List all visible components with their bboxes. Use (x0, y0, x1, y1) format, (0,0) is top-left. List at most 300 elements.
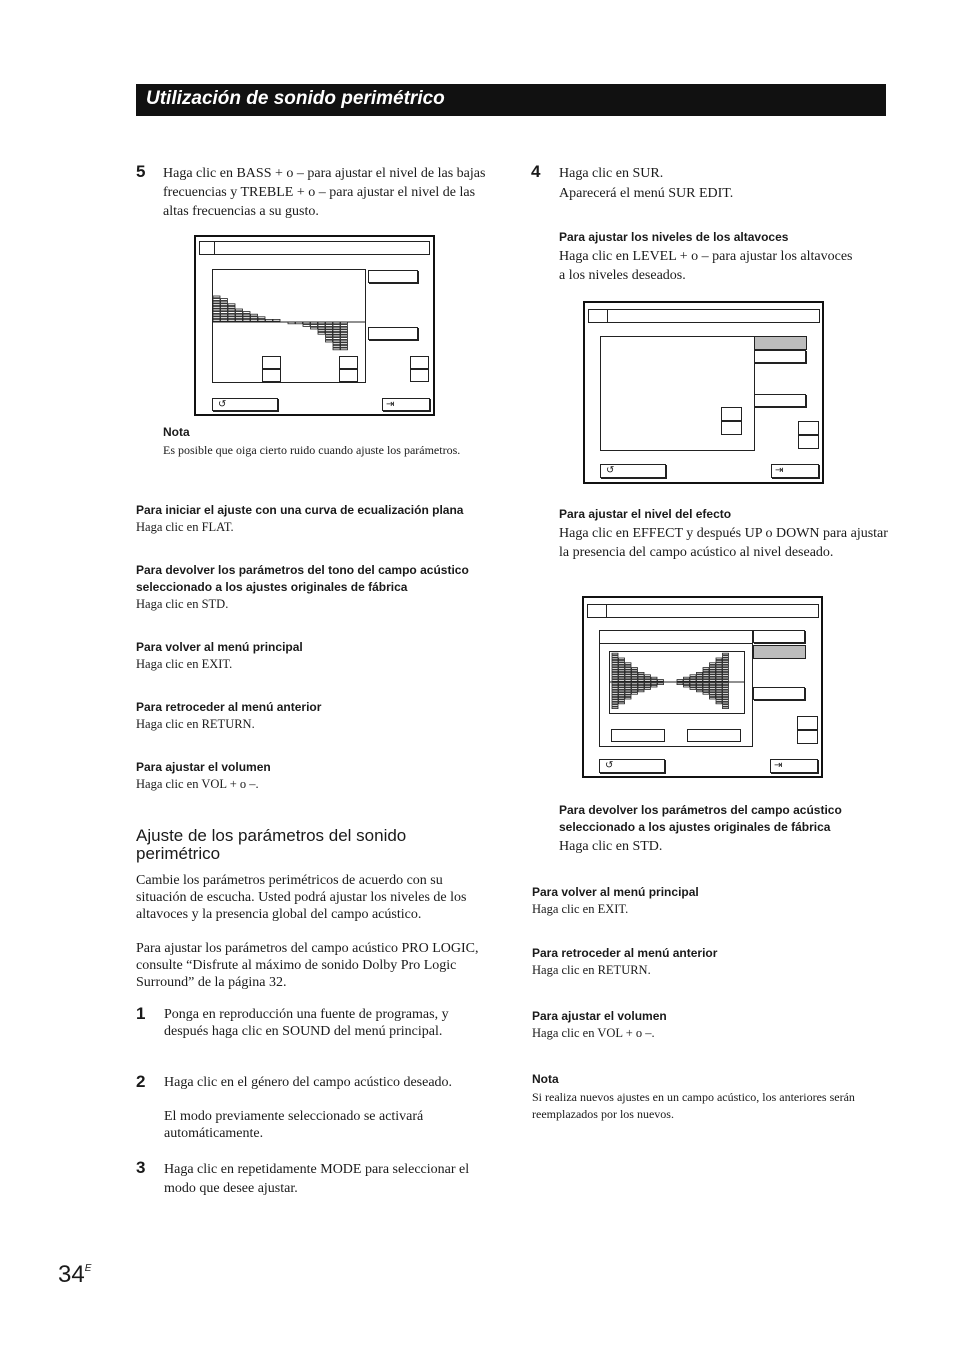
eq-bar-segment (697, 685, 703, 687)
eq-bar-segment (612, 693, 618, 695)
return-icon: ↺ (218, 399, 227, 410)
eq-bar-segment (723, 695, 729, 697)
eq-bar-segment (612, 670, 618, 672)
eq-bar-segment (710, 675, 716, 677)
eq-bar-segment (221, 306, 228, 308)
eq-bar-segment (716, 702, 722, 704)
eq-bar-segment (213, 304, 220, 306)
left-item-text: Haga clic en EXIT. (136, 657, 233, 671)
exit-button[interactable] (771, 464, 819, 478)
eq-bar-segment (638, 690, 644, 692)
eq-bar-segment (703, 688, 709, 690)
eq-bar-segment (625, 697, 631, 699)
exit-button[interactable] (382, 398, 430, 411)
eq-bar-segment (341, 335, 348, 337)
eq-bar-segment (326, 340, 333, 342)
eq-mid-button[interactable] (368, 327, 418, 340)
eq-bar-segment (243, 317, 250, 319)
eq-bar-segment (296, 322, 303, 324)
left-item-heading: Para iniciar el ajuste con una curva de ecualización plana (136, 503, 464, 517)
return-button[interactable] (599, 759, 665, 773)
eq-bar-segment (612, 660, 618, 662)
eq-bar-segment (638, 685, 644, 687)
eq-bar-segment (333, 348, 340, 350)
eq-bar-segment (341, 348, 348, 350)
bass-minus-button[interactable] (262, 369, 281, 382)
eq-bar-segment (716, 660, 722, 662)
eq-bar-segment (703, 680, 709, 682)
eq-bar-segment (716, 670, 722, 672)
left-item-heading: Para retroceder al menú anterior (136, 700, 322, 714)
eq-bar-segment (625, 690, 631, 692)
eq-bar-segment (684, 683, 690, 685)
vol-minus-button[interactable] (798, 435, 819, 449)
effect-up-button[interactable] (687, 729, 741, 742)
eq-bar-segment (619, 697, 625, 699)
left-item-heading: Para volver al menú principal (136, 640, 303, 654)
eq-bar-segment (333, 332, 340, 334)
eq-bar-segment (625, 672, 631, 674)
eq-bar-segment (625, 688, 631, 690)
eq-bar-segment (703, 693, 709, 695)
level-tab-button[interactable] (754, 336, 807, 350)
exit-button[interactable] (770, 759, 818, 773)
nota-2-title: Nota (532, 1072, 559, 1086)
eq-bar-segment (333, 335, 340, 337)
section-paragraph-1: Cambie los parámetros perimétricos de acuerdo con su situación de escucha. Usted podrá ajustar los niveles de los altavoces y la presencia global del campo acústico. (136, 873, 467, 922)
eq-bar-segment (710, 663, 716, 665)
eq-bar-segment (723, 683, 729, 685)
eq-bar-segment (632, 672, 638, 674)
eq-bar-segment (619, 688, 625, 690)
eq-bar-segment (341, 327, 348, 329)
eq-bar-segment (288, 322, 295, 324)
eq-bar-segment (243, 312, 250, 314)
effect-heading: Para ajustar el nivel del efecto (559, 507, 732, 521)
eq-bar-segment (632, 677, 638, 679)
eq-bar-segment (221, 299, 228, 301)
eq-bar-segment (697, 675, 703, 677)
eq-bar-segment (723, 675, 729, 677)
eq-bar-segment (221, 319, 228, 321)
sur-edit-screen (583, 301, 824, 484)
eq-bar-segment (326, 332, 333, 334)
eq-bar-segment (723, 685, 729, 687)
eq-bar-segment (658, 683, 664, 685)
eq-bar-segment (612, 695, 618, 697)
eq-bar-segment (723, 665, 729, 667)
eq-bar-segment (228, 317, 235, 319)
right-item-heading: Para retroceder al menú anterior (532, 946, 718, 960)
eq-bar-segment (326, 327, 333, 329)
nota-1-text: Es posible que oiga cierto ruido cuando ajuste los parámetros. (163, 443, 461, 457)
eq-bar-segment (311, 322, 318, 324)
eq-bar-segment (710, 665, 716, 667)
eq-bar-segment (638, 677, 644, 679)
eq-bar-segment (213, 301, 220, 303)
right-item (532, 1008, 892, 1071)
right-item (532, 884, 892, 945)
eq-bar-segment (619, 670, 625, 672)
eq-bar-segment (619, 700, 625, 702)
eq-bar-segment (632, 670, 638, 672)
eq-bar-segment (236, 312, 243, 314)
eq-bar-segment (612, 653, 618, 655)
effect-tab-button[interactable] (754, 350, 806, 363)
eq-bar-segment (710, 677, 716, 679)
left-item-text: Haga clic en FLAT. (136, 520, 234, 534)
vol-plus-button[interactable] (797, 716, 818, 730)
eq-bar-segment (619, 695, 625, 697)
left-item-text: Haga clic en VOL + o –. (136, 777, 259, 791)
eq-bar-segment (251, 319, 258, 321)
eq-bar-segment (619, 685, 625, 687)
effect-screen (582, 596, 823, 778)
treble-plus-button[interactable] (339, 356, 358, 369)
eq-bar-segment (228, 314, 235, 316)
eq-bar-segment (625, 683, 631, 685)
level-tab-button[interactable] (753, 630, 805, 643)
level-minus-button[interactable] (721, 421, 742, 435)
right-item-text: Haga clic en EXIT. (532, 902, 629, 916)
left-item (136, 562, 496, 639)
eq-bar-segment (651, 677, 657, 679)
vol-minus-button[interactable] (797, 730, 818, 744)
eq-bar-segment (703, 668, 709, 670)
eq-bar-segment (645, 675, 651, 677)
effect-tab-button[interactable] (753, 645, 806, 659)
eq-bar-segment (697, 688, 703, 690)
eq-bar-segment (318, 325, 325, 327)
eq-bar-segment (703, 690, 709, 692)
eq-bar-segment (703, 675, 709, 677)
eq-bar-segment (716, 663, 722, 665)
eq-bar-segment (710, 672, 716, 674)
eq-bar-segment (318, 330, 325, 332)
treble-minus-button[interactable] (339, 369, 358, 382)
vol-plus-button[interactable] (410, 356, 429, 369)
eq-bar-segment (612, 700, 618, 702)
eq-bar-segment (236, 314, 243, 316)
eq-bar-segment (625, 693, 631, 695)
eq-bar-segment (632, 683, 638, 685)
std-button[interactable] (753, 687, 805, 700)
eq-bar-segment (619, 668, 625, 670)
step-3-number: 3 (136, 1158, 146, 1177)
eq-bar-segment (243, 314, 250, 316)
page-number-value: 34 (58, 1261, 85, 1288)
eq-bar-segment (619, 683, 625, 685)
eq-bar-segment (333, 325, 340, 327)
left-item-heading: Para devolver los parámetros del tono del campo acústico seleccionado a los ajustes originales de fábrica (136, 563, 469, 594)
left-item (136, 759, 496, 799)
right-items (532, 884, 892, 1071)
eq-bar-segment (341, 343, 348, 345)
eq-bar-segment (638, 688, 644, 690)
eq-bar-segment (723, 663, 729, 665)
eq-bar-segment (697, 677, 703, 679)
exit-icon: ⇥ (775, 465, 784, 476)
eq-bar-segment (228, 306, 235, 308)
eq-bar-segment (625, 675, 631, 677)
eq-bar-segment (703, 670, 709, 672)
eq-bar-segment (651, 683, 657, 685)
eq-bar-segment (625, 695, 631, 697)
eq-bar-segment (690, 688, 696, 690)
levels-heading: Para ajustar los niveles de los altavoces (559, 230, 789, 244)
eq-bar-segment (612, 672, 618, 674)
eq-bar-segment (311, 327, 318, 329)
screen-title-bar (588, 309, 820, 323)
eq-bar-segment (723, 658, 729, 660)
left-item (136, 502, 496, 562)
eq-bar-segment (723, 668, 729, 670)
eq-bar-segment (333, 340, 340, 342)
right-item-heading: Para volver al menú principal (532, 885, 699, 899)
eq-bar-segment (619, 677, 625, 679)
eq-bar-segment (625, 680, 631, 682)
eq-bar-segment (625, 663, 631, 665)
eq-bar-segment (318, 322, 325, 324)
eq-bar-segment (236, 319, 243, 321)
left-item-text: Haga clic en RETURN. (136, 717, 255, 731)
eq-bar-segment (632, 675, 638, 677)
nota-2-text: Si realiza nuevos ajustes en un campo acústico, los anteriores serán reemplazados por los nuevos. (532, 1090, 855, 1121)
eq-bar-segment (632, 690, 638, 692)
level-plus-button[interactable] (721, 407, 742, 421)
effect-area (599, 630, 753, 747)
step-4-line-2: Aparecerá el menú SUR EDIT. (559, 186, 734, 201)
eq-bar-segment (638, 680, 644, 682)
eq-bar-segment (697, 683, 703, 685)
eq-bar-segment (326, 330, 333, 332)
eq-bar-segment (638, 672, 644, 674)
eq-bar-segment (612, 697, 618, 699)
effect-text: Haga clic en EFFECT y después UP o DOWN para ajustar la presencia del campo acústico al nivel deseado. (559, 526, 888, 560)
eq-bar-segment (625, 677, 631, 679)
eq-bar-segment (723, 707, 729, 709)
screen-title-bar (199, 241, 430, 255)
nota-1-title: Nota (163, 425, 190, 439)
eq-bar-segment (658, 680, 664, 682)
eq-bar-segment (619, 672, 625, 674)
eq-bar-segment (684, 685, 690, 687)
page-number-suffix: E (84, 1263, 92, 1274)
eq-bar-segment (723, 670, 729, 672)
page-title: Utilización de sonido perimétrico (146, 88, 445, 109)
eq-bar-segment (619, 693, 625, 695)
eq-bar-segment (684, 680, 690, 682)
left-item-text: Haga clic en STD. (136, 597, 229, 611)
eq-bar-segment (228, 304, 235, 306)
eq-bar-segment (619, 675, 625, 677)
eq-bar-segment (632, 685, 638, 687)
eq-bar-segment (228, 312, 235, 314)
eq-bar-segment (236, 317, 243, 319)
eq-bar-segment (303, 325, 310, 327)
eq-bar-segment (690, 685, 696, 687)
eq-bar-segment (638, 675, 644, 677)
eq-bar-segment (716, 697, 722, 699)
eq-bar-segment (625, 685, 631, 687)
eq-bar-segment (645, 680, 651, 682)
eq-bar-segment (710, 697, 716, 699)
eq-bar-segment (716, 677, 722, 679)
eq-bar-segment (221, 304, 228, 306)
vol-plus-button[interactable] (798, 421, 819, 435)
eq-bar-segment (341, 345, 348, 347)
step-2-number: 2 (136, 1072, 146, 1091)
eq-bar-segment (710, 680, 716, 682)
eq-bar-segment (645, 677, 651, 679)
eq-bar-segment (723, 672, 729, 674)
eq-bar-segment (341, 322, 348, 324)
eq-bar-segment (716, 665, 722, 667)
screen-title-bar (587, 604, 819, 618)
effect-curve-graphic (610, 652, 744, 713)
header-bar (136, 84, 886, 116)
levels-text: Haga clic en LEVEL + o – para ajustar los altavoces a los niveles deseados. (559, 249, 853, 283)
eq-bar-segment (723, 653, 729, 655)
eq-bar-segment (341, 330, 348, 332)
vol-minus-button[interactable] (410, 369, 429, 382)
eq-bar-segment (619, 658, 625, 660)
eq-bar-segment (228, 309, 235, 311)
eq-bar-segment (612, 658, 618, 660)
right-item-text: Haga clic en VOL + o –. (532, 1026, 655, 1040)
eq-bar-segment (619, 680, 625, 682)
eq-bar-segment (326, 322, 333, 324)
eq-bar-segment (612, 683, 618, 685)
eq-bar-segment (213, 317, 220, 319)
step-2-text-b: El modo previamente seleccionado se activará automáticamente. (164, 1109, 424, 1141)
eq-bar-segment (710, 685, 716, 687)
eq-bar-segment (266, 319, 273, 321)
eq-bar-segment (612, 663, 618, 665)
eq-bar-segment (716, 680, 722, 682)
eq-bar-segment (716, 695, 722, 697)
eq-bar-segment (311, 325, 318, 327)
eq-bar-segment (236, 309, 243, 311)
eq-bar-segment (697, 672, 703, 674)
std-text: Haga clic en STD. (559, 839, 663, 854)
effect-graph (609, 651, 745, 714)
eq-bar-segment (645, 683, 651, 685)
eq-bar-segment (213, 306, 220, 308)
eq-bar-segment (677, 680, 683, 682)
return-button[interactable] (600, 464, 666, 478)
eq-bar-segment (612, 688, 618, 690)
eq-bar-segment (619, 660, 625, 662)
eq-bar-segment (612, 677, 618, 679)
eq-bar-segment (716, 700, 722, 702)
eq-bar-segment (333, 338, 340, 340)
eq-bar-segment (632, 668, 638, 670)
eq-bar-segment (625, 668, 631, 670)
eq-bar-segment (716, 675, 722, 677)
eq-bar-segment (213, 319, 220, 321)
eq-bar-segment (723, 656, 729, 658)
eq-top-button[interactable] (368, 270, 418, 283)
eq-bar-segment (221, 312, 228, 314)
page-number (58, 1261, 91, 1289)
eq-bar-segment (619, 663, 625, 665)
eq-bar-segment (716, 683, 722, 685)
eq-bar-segment (258, 317, 265, 319)
section-paragraph-2: Para ajustar los parámetros del campo acústico PRO LOGIC, consulte “Disfrute al máximo de sonido Dolby Pro Logic Surround” de la página 32. (136, 941, 479, 990)
eq-bar-segment (716, 672, 722, 674)
eq-bar-segment (690, 680, 696, 682)
eq-bar-segment (645, 685, 651, 687)
eq-bar-segment (221, 314, 228, 316)
eq-bar-segment (645, 688, 651, 690)
std-heading: Para devolver los parámetros del campo acústico seleccionado a los ajustes originales de fábrica (559, 803, 842, 834)
eq-bar-segment (612, 707, 618, 709)
eq-bar-segment (632, 680, 638, 682)
eq-bar-segment (684, 677, 690, 679)
eq-bar-segment (303, 322, 310, 324)
return-icon: ↺ (606, 465, 615, 476)
eq-bar-segment (625, 665, 631, 667)
eq-bar-segment (612, 702, 618, 704)
eq-bar-segment (333, 327, 340, 329)
eq-bar-segment (677, 683, 683, 685)
eq-bar-segment (251, 314, 258, 316)
eq-bar-segment (612, 705, 618, 707)
eq-bar-segment (716, 668, 722, 670)
eq-bar-segment (697, 680, 703, 682)
eq-bar-segment (716, 693, 722, 695)
eq-bar-segment (341, 325, 348, 327)
return-button[interactable] (212, 398, 278, 411)
eq-bar-segment (710, 670, 716, 672)
eq-bar-segment (690, 675, 696, 677)
eq-bar-segment (716, 690, 722, 692)
eq-bar-segment (318, 332, 325, 334)
step-2-text: Haga clic en el género del campo acústico deseado. (164, 1075, 453, 1090)
eq-bar-segment (710, 693, 716, 695)
eq-bar-segment (619, 665, 625, 667)
eq-bar-segment (612, 685, 618, 687)
eq-bar-segment (221, 301, 228, 303)
bass-plus-button[interactable] (262, 356, 281, 369)
eq-bar-segment (341, 332, 348, 334)
eq-bar-segment (612, 665, 618, 667)
right-item (532, 945, 892, 1008)
eq-bar-segment (710, 695, 716, 697)
std-button[interactable] (754, 394, 806, 407)
effect-down-button[interactable] (611, 729, 665, 742)
step-5-number: 5 (136, 162, 146, 181)
return-icon: ↺ (605, 760, 614, 771)
step-4-number: 4 (531, 162, 541, 181)
eq-bar-segment (213, 312, 220, 314)
eq-bar-segment (716, 658, 722, 660)
exit-icon: ⇥ (774, 760, 783, 771)
eq-bar-segment (723, 702, 729, 704)
eq-bar-segment (333, 343, 340, 345)
eq-bar-segment (710, 668, 716, 670)
eq-bar-segment (632, 688, 638, 690)
eq-bar-segment (341, 338, 348, 340)
eq-bar-segment (221, 309, 228, 311)
eq-bar-segment (213, 296, 220, 298)
eq-bar-segment (612, 680, 618, 682)
right-item-text: Haga clic en RETURN. (532, 963, 651, 977)
eq-bar-segment (213, 314, 220, 316)
step-5-text: Haga clic en BASS + o – para ajustar el nivel de las bajas frecuencias y TREBLE + o – para ajustar el nivel de las altas frecuencias a su gusto. (163, 166, 486, 219)
eq-bar-segment (723, 677, 729, 679)
